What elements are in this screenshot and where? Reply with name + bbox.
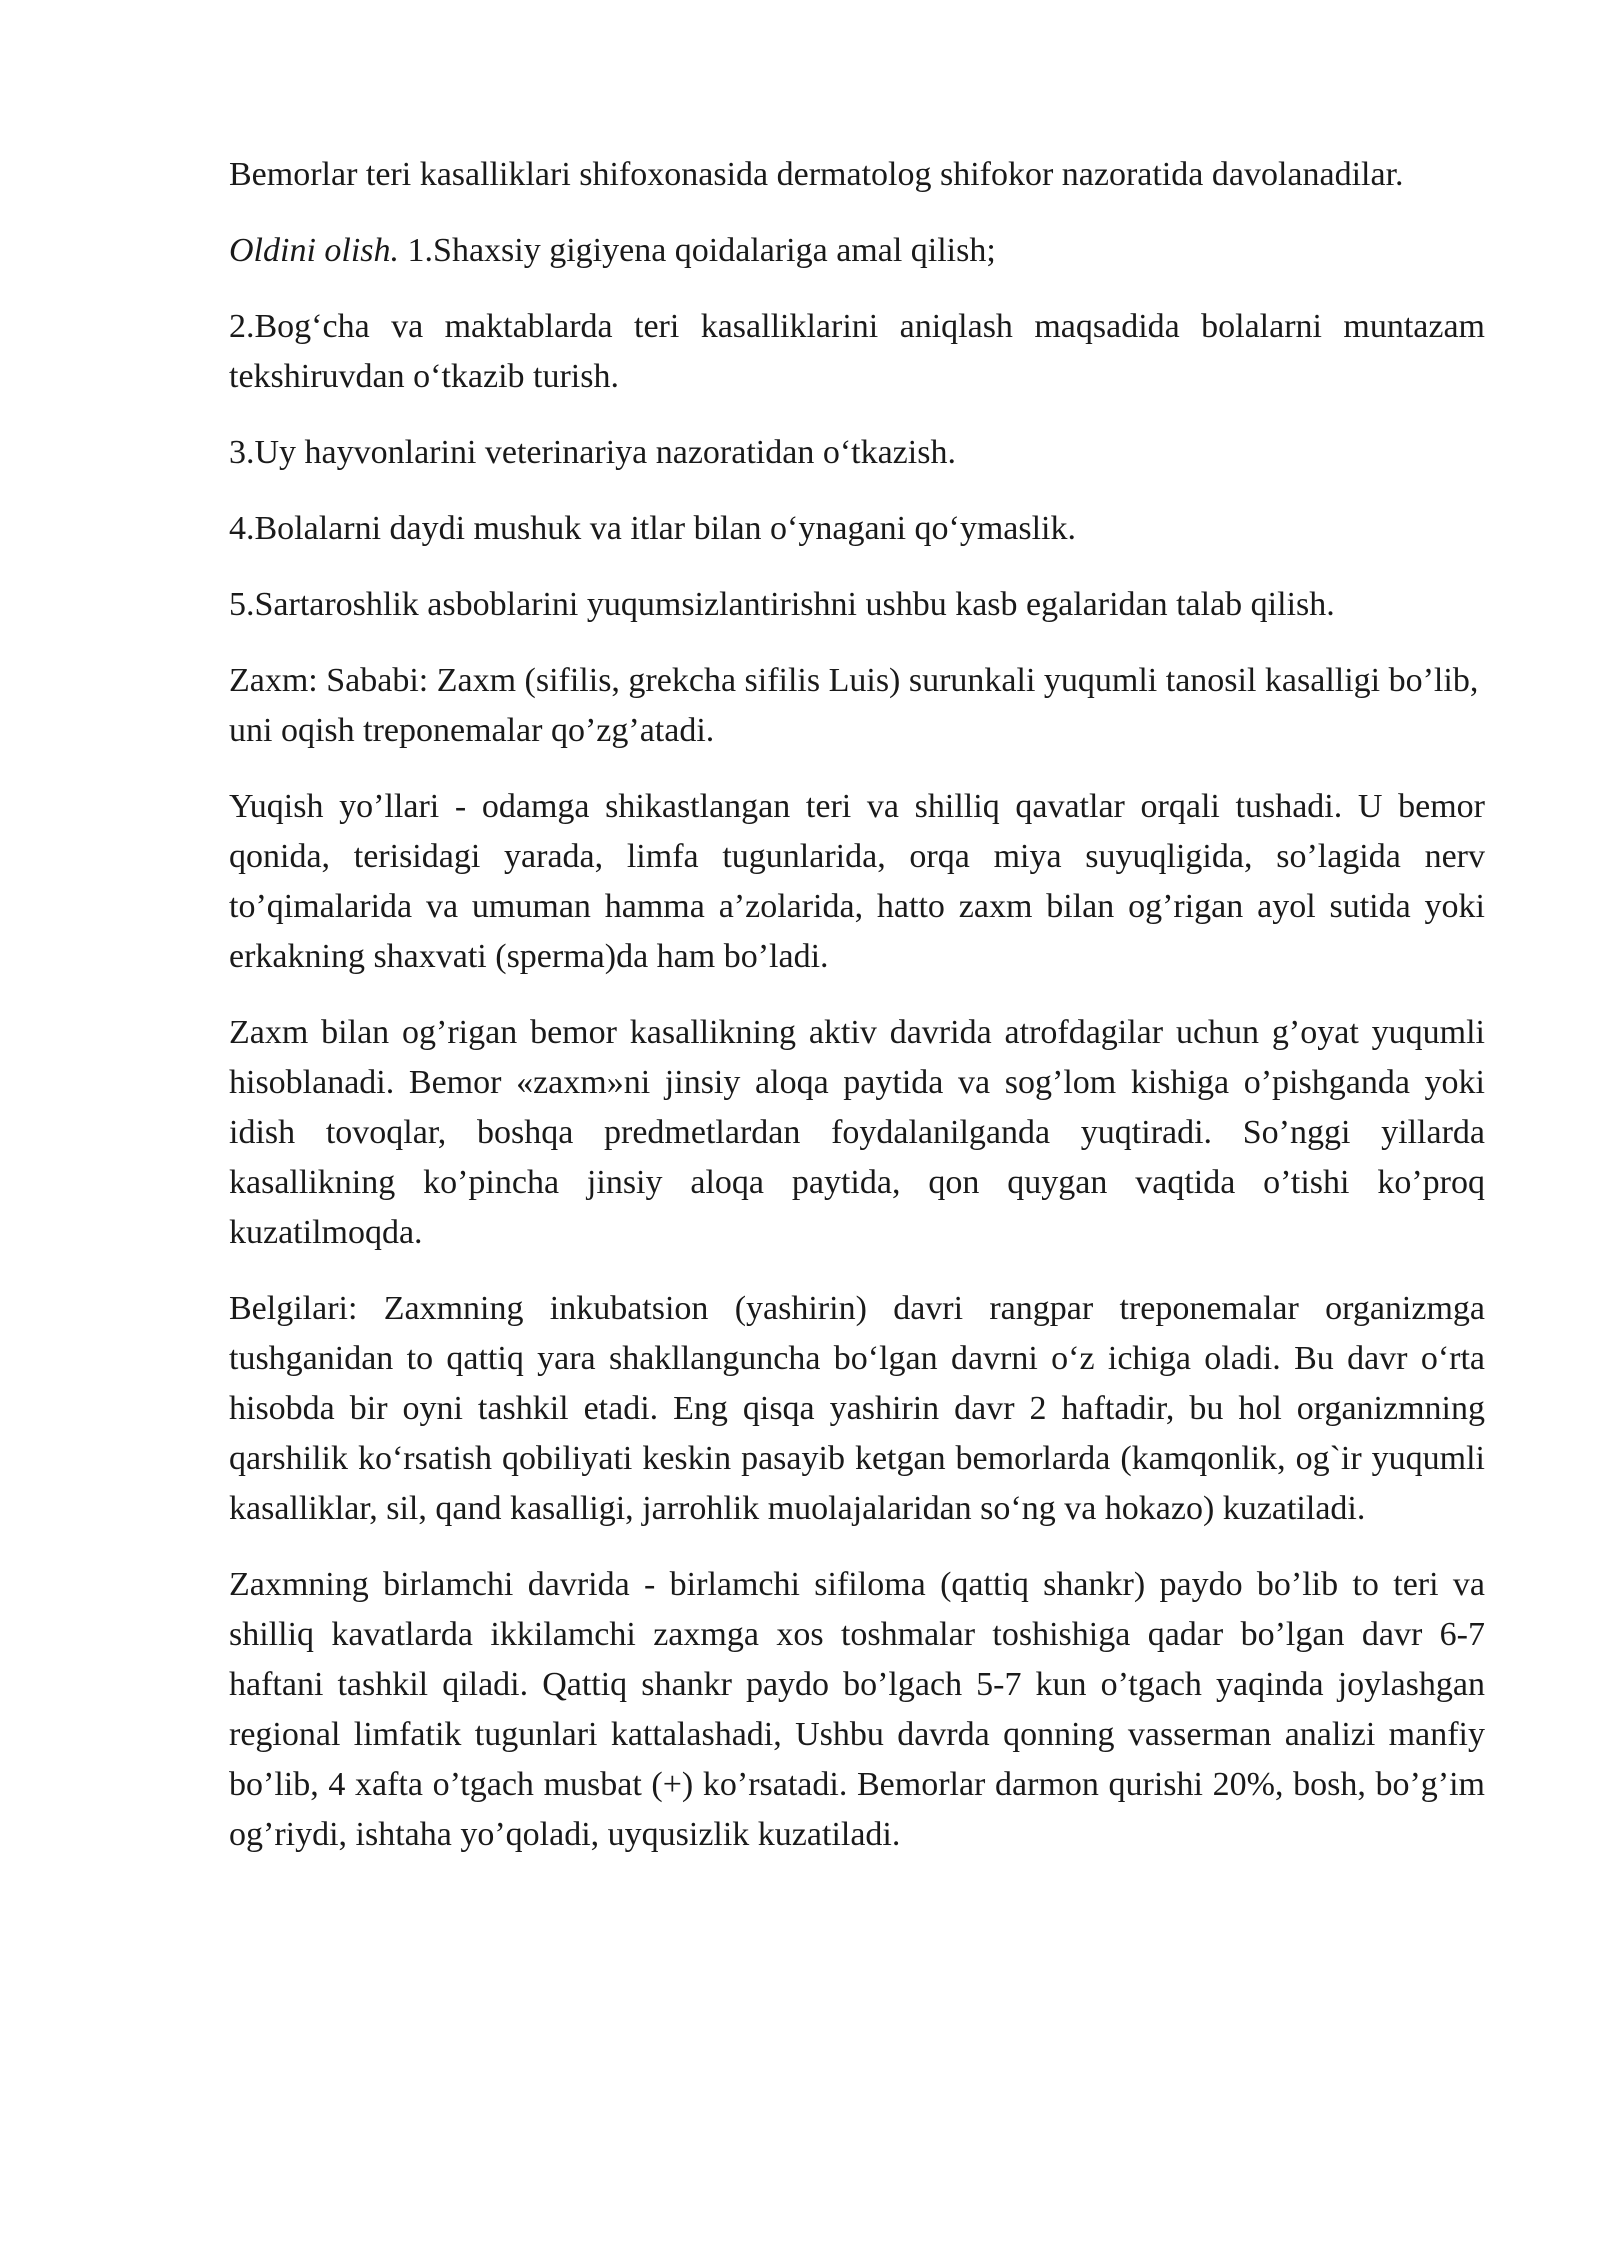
paragraph-transmission: Yuqish yo’llari - odamga shikastlangan teri va shilliq qavatlar orqali tushadi. U bemor qonida, terisidagi yarada, limfa tugunlarida, orqa miya suyuqligida, so’lagida nerv to’qimalarida va umuman hamma a’zolarida, hatto zaxm bilan og’rigan ayol sutida yoki erkakning shaxvati (sperma)da ham bo’ladi. — [229, 788, 1485, 975]
prevention-item-4: 4.Bolalarni daydi mushuk va itlar bilan o‘ynagani qo‘ymaslik. — [229, 510, 1076, 547]
prevention-item-2: 2.Bog‘cha va maktablarda teri kasalliklarini aniqlash maqsadida bolalarni muntazam tekshiruvdan o‘tkazib turish. — [229, 308, 1485, 395]
document-page — [229, 150, 1485, 1886]
prevention-item-3: 3.Uy hayvonlarini veterinariya nazoratidan o‘tkazish. — [229, 434, 956, 471]
paragraph-prevention-intro — [229, 226, 1485, 276]
prevention-item-5: 5.Sartaroshlik asboblarini yuqumsizlantirishni ushbu kasb egalaridan talab qilish. — [229, 586, 1335, 623]
paragraph-treatment: Bemorlar teri kasalliklari shifoxonasida dermatolog shifokor nazoratida davolanadilar. — [229, 156, 1404, 193]
paragraph-contagiousness: Zaxm bilan og’rigan bemor kasallikning aktiv davrida atrofdagilar uchun g’oyat yuqumli hisoblanadi. Bemor «zaxm»ni jinsiy aloqa paytida va sog’lom kishiga o’pishganda yoki idish tovoqlar, boshqa predmetlardan foydalanilganda yuqtiradi. So’nggi yillarda kasallikning ko’pincha jinsiy aloqa paytida, qon quygan vaqtida o’tishi ko’proq kuzatilmoqda. — [229, 1014, 1485, 1251]
paragraph-primary-stage: Zaxmning birlamchi davrida - birlamchi sifiloma (qattiq shankr) paydo bo’lib to teri va shilliq kavatlarda ikkilamchi zaxmga xos toshmalar toshishiga qadar bo’lgan davr 6-7 haftani tashkil qiladi. Qattiq shankr paydo bo’lgach 5-7 kun o’tgach yaqinda joylashgan regional limfatik tugunlari kattalashadi, Ushbu davrda qonning vasserman analizi manfiy bo’lib, 4 xafta o’tgach musbat (+) ko’rsatadi. Bemorlar darmon qurishi 20%, bosh, bo’g’im og’riydi, ishtaha yo’qoladi, uyqusizlik kuzatiladi. — [229, 1566, 1485, 1853]
paragraph-symptoms: Belgilari: Zaxmning inkubatsion (yashirin) davri rangpar treponemalar organizmga tushganidan to qattiq yara shakllanguncha bo‘lgan davrni o‘z ichiga oladi. Bu davr o‘rta hisobda bir oyni tashkil etadi. Eng qisqa yashirin davr 2 haftadir, bu hol organizmning qarshilik ko‘rsatish qobiliyati keskin pasayib ketgan bemorlarda (kamqonlik, og`ir yuqumli kasalliklar, sil, qand kasalligi, jarrohlik muolajalaridan so‘ng va hokazo) kuzatiladi. — [229, 1290, 1485, 1527]
prevention-item-1: 1.Shaxsiy gigiyena qoidalariga amal qilish; — [399, 232, 996, 269]
prevention-heading: Oldini olish. — [229, 232, 400, 269]
paragraph-syphilis-cause: Zaxm: Sababi: Zaxm (sifilis, grekcha sifilis Luis) surunkali yuqumli tanosil kasalligi bo’lib, uni oqish treponemalar qo’zg’atadi. — [229, 662, 1479, 749]
